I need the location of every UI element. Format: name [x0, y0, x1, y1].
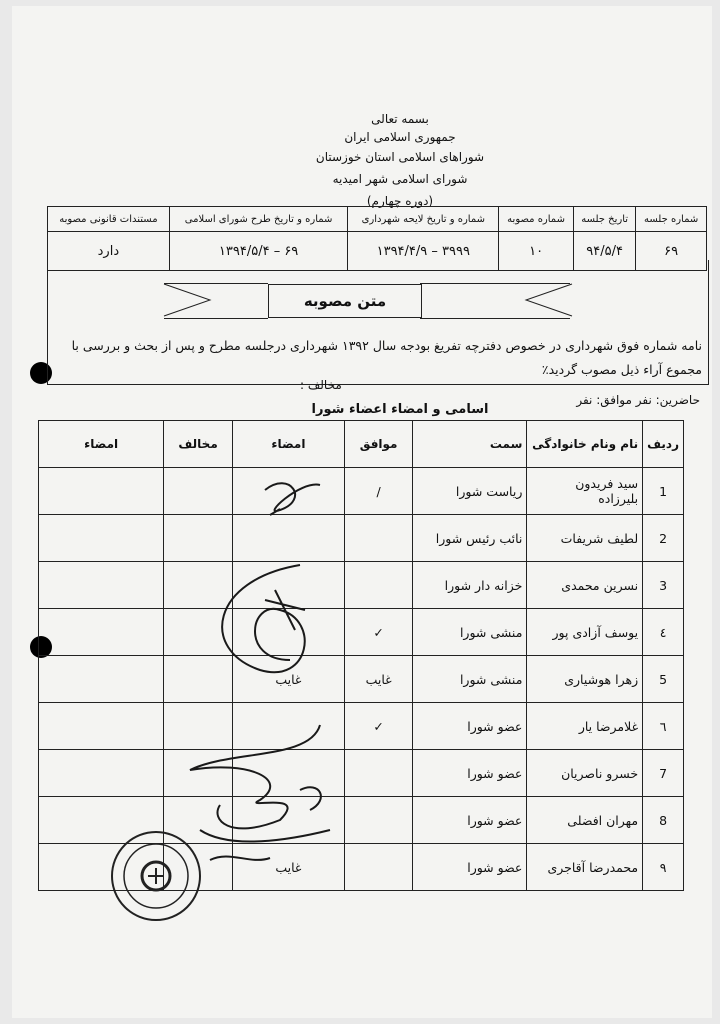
table-row: [39, 609, 684, 656]
meta-header: تاریخ جلسه: [574, 207, 636, 232]
member-name: لطیف شریفات: [527, 515, 643, 562]
col-header: مخالف: [164, 421, 233, 468]
row-number: ٤: [643, 609, 684, 656]
member-role: نائب رئیس شورا: [413, 515, 527, 562]
member-role: خزانه دار شورا: [413, 562, 527, 609]
resolution-number: ۱۰: [499, 232, 574, 271]
member-name: زهرا هوشیاری: [527, 656, 643, 703]
against-label: مخالف :: [300, 378, 342, 392]
member-role: عضو شورا: [413, 703, 527, 750]
agree-signature: غایب: [232, 656, 344, 703]
country-name: جمهوری اسلامی ایران: [344, 130, 456, 144]
table-row: [39, 750, 684, 797]
member-name: مهران افضلی: [527, 797, 643, 844]
row-number: 5: [643, 656, 684, 703]
members-table: [38, 420, 684, 891]
against-signature: [39, 703, 164, 750]
member-name: غلامرضا یار: [527, 703, 643, 750]
row-number: 1: [643, 468, 684, 515]
row-number: 7: [643, 750, 684, 797]
title-ribbon-right: [420, 283, 570, 319]
table-row: [39, 468, 684, 515]
table-row: [39, 515, 684, 562]
col-header: نام ونام خانوادگی: [527, 421, 643, 468]
agree-mark: ✓: [344, 609, 412, 656]
against-mark: [164, 515, 233, 562]
member-name: نسرین محمدی: [527, 562, 643, 609]
resolution-line-2: مجموع آراء ذیل مصوب گردید٪: [541, 362, 702, 377]
against-signature: [39, 515, 164, 562]
agree-signature: [232, 468, 344, 515]
table-row: [39, 703, 684, 750]
agree-signature: [232, 703, 344, 750]
against-mark: [164, 468, 233, 515]
council-seal: [108, 828, 204, 924]
resolution-line-1: نامه شماره فوق شهرداری در خصوص دفترچه تفریغ بودجه سال ۱۳۹۲ شهرداری درجلسه مطرح و پس از بحث و بررسی با: [71, 338, 702, 353]
meta-header: شماره و تاریخ طرح شورای اسلامی: [169, 207, 348, 232]
against-mark: [164, 703, 233, 750]
members-title: اسامی و امضاء اعضاء شورا: [311, 402, 489, 417]
member-role: عضو شورا: [413, 750, 527, 797]
meta-header: مستندات قانونی مصوبه: [48, 207, 170, 232]
council-term: (دوره چهارم): [366, 194, 434, 208]
row-number: 8: [643, 797, 684, 844]
agree-signature: [232, 515, 344, 562]
attendance-line: حاضرین: نفر موافق: نفر: [576, 393, 700, 407]
col-header: امضاء: [39, 421, 164, 468]
against-mark: [164, 750, 233, 797]
city-council: شورای اسلامی شهر امیدیه: [332, 172, 468, 186]
against-mark: [164, 656, 233, 703]
against-mark: [164, 609, 233, 656]
meta-header: شماره جلسه: [636, 207, 707, 232]
row-number: 3: [643, 562, 684, 609]
col-header: امضاء: [232, 421, 344, 468]
province-councils: شوراهای اسلامی استان خوزستان: [315, 150, 485, 164]
against-signature: [39, 609, 164, 656]
agree-mark: [344, 750, 412, 797]
member-name: خسرو ناصریان: [527, 750, 643, 797]
against-signature: [39, 750, 164, 797]
row-number: ٦: [643, 703, 684, 750]
member-role: منشی شورا: [413, 656, 527, 703]
against-mark: [164, 562, 233, 609]
session-number: ۶۹: [636, 232, 707, 271]
against-signature: [39, 656, 164, 703]
agree-mark: ✓: [344, 703, 412, 750]
against-signature: [39, 562, 164, 609]
row-number: ٩: [643, 844, 684, 891]
agree-signature: [232, 562, 344, 609]
table-row: [39, 562, 684, 609]
col-header: سمت: [413, 421, 527, 468]
agree-mark: /: [344, 468, 412, 515]
col-header: ردیف: [643, 421, 684, 468]
row-number: 2: [643, 515, 684, 562]
agree-mark: [344, 562, 412, 609]
member-role: ریاست شورا: [413, 468, 527, 515]
meta-header: شماره و تاریخ لایحه شهرداری: [348, 207, 499, 232]
member-name: محمدرضا آقاجری: [527, 844, 643, 891]
member-role: عضو شورا: [413, 797, 527, 844]
title-ribbon-left: [164, 283, 268, 319]
legal-basis: دارد: [48, 232, 170, 271]
member-name: یوسف آزادی پور: [527, 609, 643, 656]
member-role: عضو شورا: [413, 844, 527, 891]
meta-header: شماره مصوبه: [499, 207, 574, 232]
agree-signature: غایب: [232, 844, 344, 891]
resolution-title: متن مصوبه: [268, 284, 422, 318]
against-signature: [39, 468, 164, 515]
member-role: منشی شورا: [413, 609, 527, 656]
agree-signature: [232, 750, 344, 797]
agree-mark: [344, 515, 412, 562]
council-plan: ۶۹ – ۱۳۹۴/۵/۴: [169, 232, 348, 271]
agree-mark: غایب: [344, 656, 412, 703]
table-row: [39, 656, 684, 703]
basmala: بسمه تعالی: [371, 112, 429, 126]
municipality-bill: ۳۹۹۹ – ۱۳۹۴/۴/۹: [348, 232, 499, 271]
session-date: ۹۴/۵/۴: [574, 232, 636, 271]
agree-mark: [344, 797, 412, 844]
member-name: سید فریدون بلیرزاده: [527, 468, 643, 515]
agree-signature: [232, 609, 344, 656]
col-header: موافق: [344, 421, 412, 468]
agree-mark: [344, 844, 412, 891]
agree-signature: [232, 797, 344, 844]
